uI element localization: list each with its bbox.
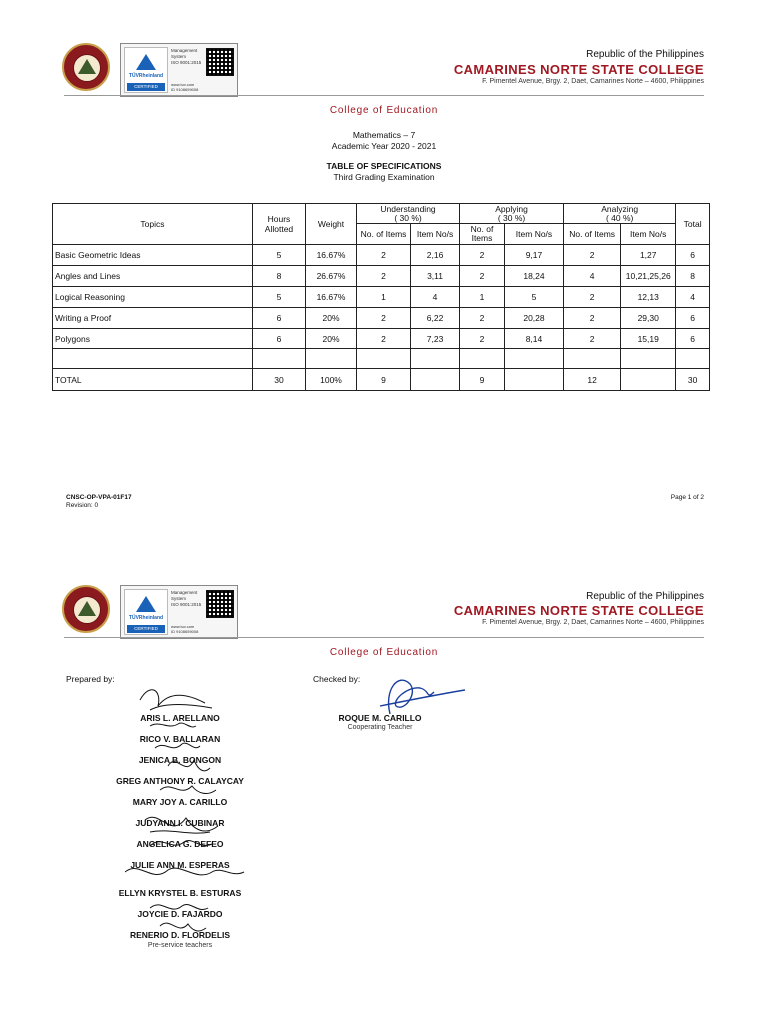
header-total: Total <box>676 204 710 245</box>
subheader-an-item-nos: Item No/s <box>621 224 676 245</box>
tuv-brand: TÜVRheinland <box>128 73 164 79</box>
page-number: Page 1 of 2 <box>670 494 704 501</box>
tuv-certified-label: CERTIFIED <box>127 83 165 91</box>
table-of-specifications <box>52 203 710 391</box>
header-divider <box>64 95 704 96</box>
tuv-system-text: Management System ISO 9001:2015 <box>171 590 202 607</box>
subheader-an-no-items: No. of Items <box>564 224 621 245</box>
table-row: Polygons 6 20% 2 7,23 2 8,14 2 15,19 6 <box>53 329 710 349</box>
qr-code-icon <box>206 590 234 618</box>
department-title: College of Education <box>329 105 439 116</box>
subject-line: Mathematics – 7 <box>352 130 416 140</box>
header-topics: Topics <box>53 204 253 245</box>
form-revision: Revision: 0 <box>66 502 99 509</box>
checker-signature <box>380 680 465 714</box>
preparer-name: RICO V. BALLARAN <box>139 734 221 744</box>
signature-carillo <box>160 786 216 793</box>
tuv-brand: TÜVRheinland <box>128 615 164 621</box>
college-name: CAMARINES NORTE STATE COLLEGE <box>453 62 704 77</box>
college-seal <box>62 43 110 91</box>
seal-emblem-icon <box>78 601 96 616</box>
header-weight: Weight <box>306 204 357 245</box>
checker-role: Cooperating Teacher <box>347 724 413 731</box>
preparer-name: ARIS L. ARELLANO <box>140 713 220 723</box>
college-address: F. Pimentel Avenue, Brgy. 2, Daet, Camarines Norte – 4600, Philippines <box>482 78 704 85</box>
tuv-certification-badge <box>120 585 238 639</box>
tuv-triangle-icon <box>136 596 156 612</box>
preparer-name: ANGELICA G. DEFEO <box>136 839 224 849</box>
preparer-name: JUDYANN I. CUBINAR <box>135 818 225 828</box>
signature-arellano <box>140 690 212 710</box>
tuv-system-text: Management System ISO 9001:2015 <box>171 48 202 65</box>
table-row: Logical Reasoning 5 16.67% 1 4 1 5 2 12,13 4 <box>53 287 710 308</box>
prepared-by-label: Prepared by: <box>66 674 115 684</box>
checker-name: ROQUE M. CARILLO <box>338 713 422 723</box>
preparer-name: JOYCIE D. FAJARDO <box>137 909 223 919</box>
header-divider <box>64 637 704 638</box>
seal-emblem-icon <box>78 59 96 74</box>
tuv-certification-badge <box>120 43 238 97</box>
subheader-u-item-nos: Item No/s <box>411 224 460 245</box>
preparer-name: JULIE ANN M. ESPERAS <box>130 860 230 870</box>
header-applying: Applying ( 30 %) <box>460 204 564 224</box>
tuv-logo <box>124 47 168 93</box>
tuv-footer-text: www.tuv.com ID 9108659008 <box>171 82 199 92</box>
signature-ballaran <box>150 723 196 727</box>
preparer-name: JENICA B. BONGON <box>138 755 222 765</box>
tuv-footer-text: www.tuv.com ID 9108659008 <box>171 624 199 634</box>
table-row: Basic Geometric Ideas 5 16.67% 2 2,16 2 9,17 2 1,27 6 <box>53 245 710 266</box>
subheader-ap-no-items: No. of Items <box>460 224 505 245</box>
table-row-empty <box>53 349 710 369</box>
college-seal <box>62 585 110 633</box>
qr-code-icon <box>206 48 234 76</box>
college-name: CAMARINES NORTE STATE COLLEGE <box>453 603 704 618</box>
preparer-name: ELLYN KRYSTEL B. ESTURAS <box>118 888 242 898</box>
header-analyzing: Analyzing ( 40 %) <box>564 204 676 224</box>
preparers-role: Pre-service teachers <box>147 942 213 949</box>
republic-label: Republic of the Philippines <box>586 49 704 60</box>
tuv-logo <box>124 589 168 635</box>
table-title: TABLE OF SPECIFICATIONS <box>326 161 442 171</box>
signature-roque-carillo <box>380 680 465 714</box>
table-row: Writing a Proof 6 20% 2 6,22 2 20,28 2 29,30 6 <box>53 308 710 329</box>
academic-year: Academic Year 2020 - 2021 <box>331 141 437 151</box>
exam-name: Third Grading Examination <box>333 172 435 182</box>
table-total-row: TOTAL 30 100% 9 9 12 30 <box>53 369 710 391</box>
department-title: College of Education <box>329 647 439 658</box>
header-hours: Hours Allotted <box>252 204 305 245</box>
preparer-name: MARY JOY A. CARILLO <box>132 797 228 807</box>
subheader-ap-item-nos: Item No/s <box>504 224 563 245</box>
tuv-certified-label: CERTIFIED <box>127 625 165 633</box>
table-row: Angles and Lines 8 26.67% 2 3,11 2 18,24 4 10,21,25,26 8 <box>53 266 710 287</box>
subheader-u-no-items: No. of Items <box>357 224 411 245</box>
republic-label: Republic of the Philippines <box>586 591 704 602</box>
preparer-name: GREG ANTHONY R. CALAYCAY <box>116 776 244 786</box>
form-code: CNSC-OP-VPA-01F17 <box>66 494 132 501</box>
preparer-name: RENERIO D. FLORDELIS <box>129 930 231 940</box>
tuv-triangle-icon <box>136 54 156 70</box>
college-address: F. Pimentel Avenue, Brgy. 2, Daet, Camarines Norte – 4600, Philippines <box>482 619 704 626</box>
header-understanding: Understanding ( 30 %) <box>357 204 460 224</box>
checked-by-label: Checked by: <box>313 674 361 684</box>
